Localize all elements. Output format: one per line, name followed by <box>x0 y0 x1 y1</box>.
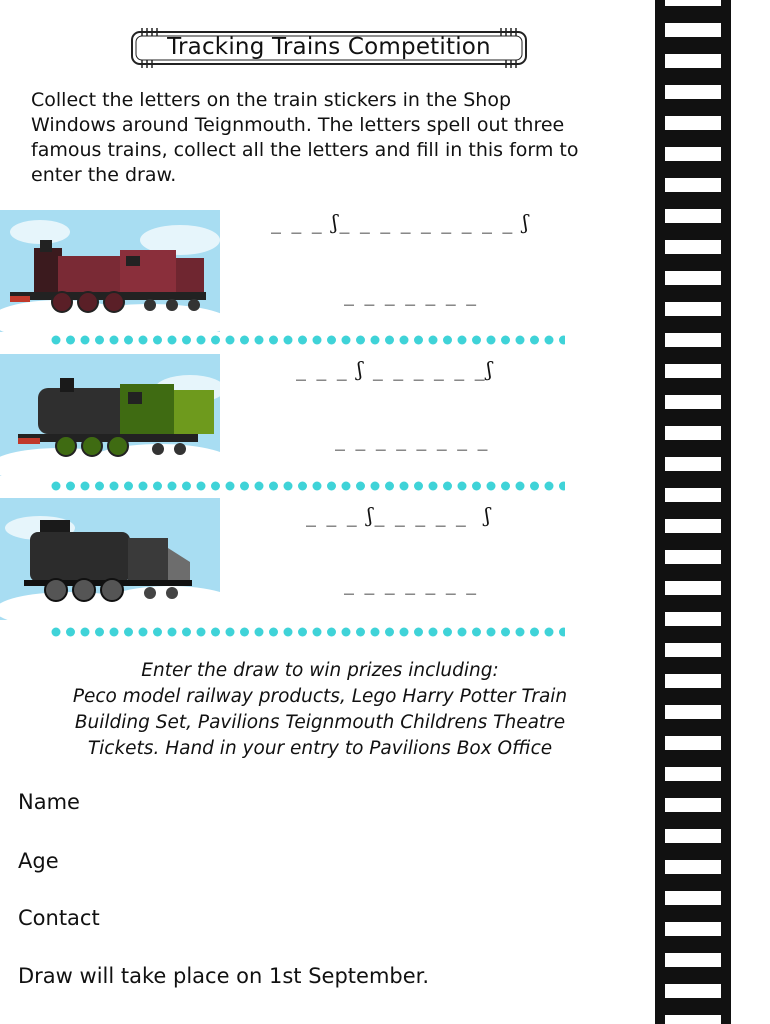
train-1-answer-line-1: _ _ _ ʃ_ _ _ _ _ _ _ _ _ ʃ <box>271 210 531 234</box>
prize-line-2: Peco model railway products, Lego Harry Potter Train <box>72 686 568 707</box>
railway-track-decoration <box>655 0 731 1024</box>
train-3-answer-line-2: _ _ _ _ _ _ _ <box>344 571 479 595</box>
page-title: Tracking Trains Competition <box>167 34 491 60</box>
prize-line-3: Building Set, Pavilions Teignmouth Childrens Theatre <box>74 712 566 733</box>
prize-info <box>0 658 640 762</box>
name-field-label: Name <box>18 790 80 814</box>
train-image-1 <box>0 210 220 332</box>
dotted-divider-3 <box>50 626 565 638</box>
train-3-answer-line-1: _ _ _ ʃ_ _ _ _ _ ʃ <box>306 503 493 527</box>
train-image-2 <box>0 354 220 476</box>
title-banner <box>128 26 530 70</box>
train-1-answer-line-2: _ _ _ _ _ _ _ <box>344 282 479 306</box>
dotted-divider-2 <box>50 480 565 492</box>
contact-field-label: Contact <box>18 906 100 930</box>
prize-line-4: Tickets. Hand in your entry to Pavilions Box Office <box>87 738 553 759</box>
dotted-divider-1 <box>50 334 565 346</box>
train-2-answer-line-2: _ _ _ _ _ _ _ _ <box>335 427 490 451</box>
prize-line-1: Enter the draw to win prizes including: <box>141 660 499 681</box>
intro-paragraph: Collect the letters on the train stickers in the Shop Windows around Teignmouth. The letters spell out three famous trains, collect all the letters and fill in this form to enter the draw. <box>31 89 579 186</box>
draw-date-note: Draw will take place on 1st September. <box>18 964 430 988</box>
train-2-answer-line-1: _ _ _ ʃ _ _ _ _ _ _ʃ <box>296 357 495 381</box>
age-field-label: Age <box>18 849 59 873</box>
train-image-3 <box>0 498 220 620</box>
